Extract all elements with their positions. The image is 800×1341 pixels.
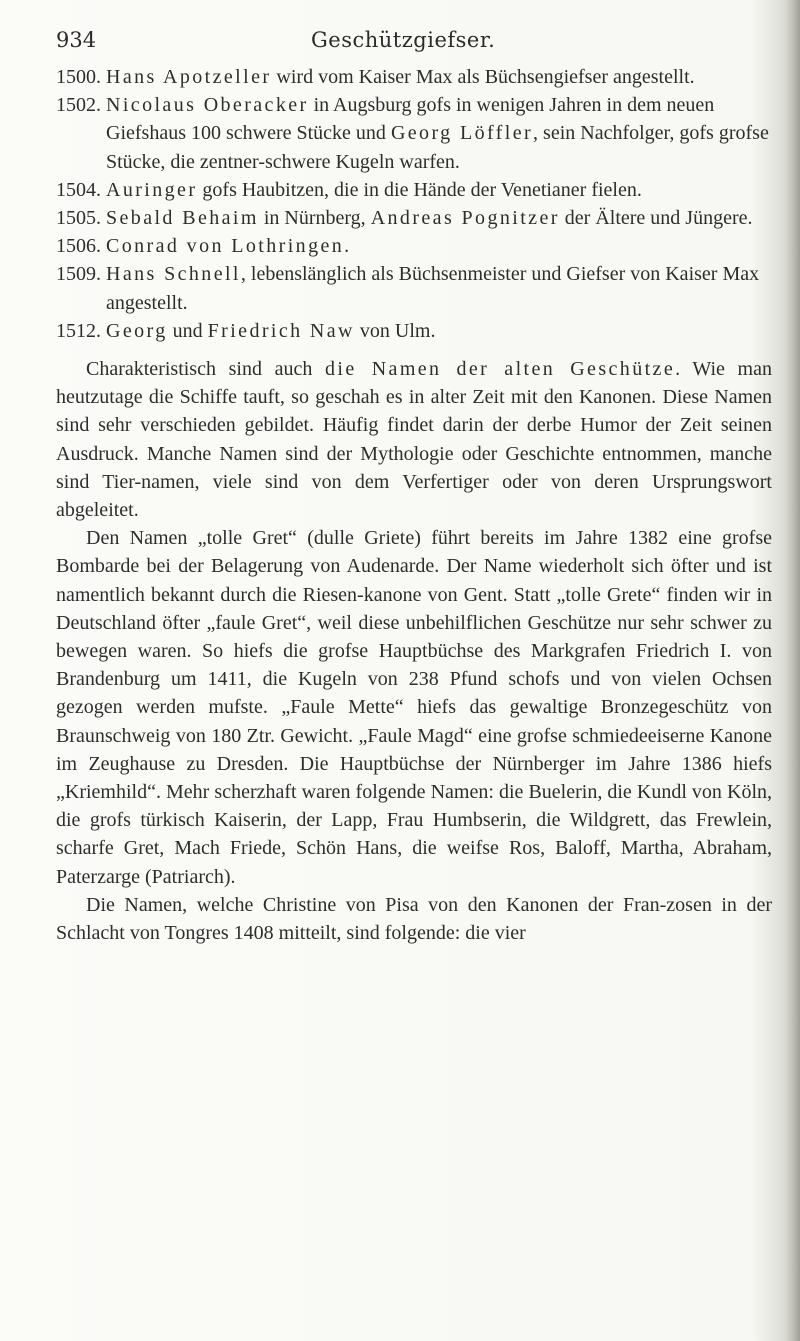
entry-1506 — [56, 232, 772, 260]
entry-1502 — [56, 91, 772, 176]
spaced-emphasis: die Namen der alten Geschütze — [325, 358, 676, 381]
entry-text-second: der Ältere und Jüngere. — [559, 207, 753, 230]
entry-name: Conrad von Lothringen — [106, 235, 345, 258]
paragraph-rest: . Wie man heutzutage die Schiffe tauft, so geschah es in alter Zeit mit den Kanonen. Diese Namen sind sehr verschieden gebildet. Häufig findet darin der derbe Humor der Zeit seinen Ausdruck. Manche Namen sind der Mythologie oder Geschichte entnommen, manche sind Tier-namen, viele sind von dem Verfertiger oder von deren Ursprungswort abgeleitet. — [56, 358, 772, 522]
entry-text: in Augsburg gofs in wenigen Jahren in dem neuen Giefshaus 100 schwere Stücke und — [106, 94, 715, 145]
entry-1505 — [56, 204, 772, 232]
paragraph-gun-names-intro — [56, 355, 772, 524]
entry-name-second: Georg Löffler — [390, 122, 534, 145]
entry-year: 1504. — [56, 178, 101, 201]
entry-text-second: , sein Nachfolger, gofs grofse Stücke, die zentner-schwere Kugeln warfen. — [106, 122, 769, 173]
page-body — [56, 63, 772, 947]
section-gap — [56, 345, 772, 355]
entry-year: 1500. — [56, 66, 101, 88]
entry-1500 — [56, 63, 772, 91]
page-header — [56, 28, 766, 64]
entry-1509 — [56, 260, 772, 316]
entry-year: 1505. — [56, 207, 101, 230]
entry-text: gofs Haubitzen, die in die Hände der Venetianer fielen. — [197, 178, 642, 201]
paragraph-christine-von-pisa: Die Namen, welche Christine von Pisa von den Kanonen der Fran-zosen in der Schlacht von Tongres 1408 mitteilt, sind folgende: die vier — [56, 893, 772, 945]
entry-year: 1512. — [56, 319, 101, 342]
entry-text: . — [344, 235, 350, 258]
entry-text: in Nürnberg, — [258, 207, 371, 230]
entry-year: 1506. — [56, 235, 101, 258]
entry-text: , lebenslänglich als Büchsenmeister und Giefser von Kaiser Max angestellt. — [106, 263, 760, 314]
page-number: 934 — [56, 28, 97, 52]
entry-name: Georg — [106, 319, 168, 342]
entry-year: 1509. — [56, 263, 101, 286]
entry-1512 — [56, 317, 772, 345]
entry-1504 — [56, 176, 772, 204]
entry-name: Auringer — [106, 178, 198, 201]
paragraph-start: Charakteristisch sind auch — [86, 358, 326, 381]
page-edge-shadow — [786, 0, 800, 1341]
entry-text: wird vom Kaiser Max als Büchsengiefser angestellt. — [271, 66, 695, 88]
entry-name: Hans Schnell — [106, 263, 241, 286]
entry-year: 1502. — [56, 94, 101, 117]
entry-name: Hans Apotzeller — [106, 66, 272, 88]
paragraph-gun-names-examples: Den Namen „tolle Gret“ (dulle Griete) führt bereits im Jahre 1382 eine grofse Bombarde bei der Belagerung von Audenarde. Der Name wiederholt sich öfter und ist namentlich bekannt durch die Riesen-kanone von Gent. Statt „tolle Grete“ finden wir in Deutschland öfter „faule Gret“, weil diese unbehilflichen Geschütze nur sehr schwer zu bewegen waren. So hiefs die grofse Hauptbüchse des Markgrafen Friedrich I. von Brandenburg um 1411, die Kugeln von 238 Pfund schofs und von vielen Ochsen gezogen werden mufste. „Faule Mette“ hiefs das gewaltige Bronzegeschütz von Braunschweig von 180 Ztr. Gewicht. „Faule Magd“ eine grofse schmiedeeiserne Kanone im Zeughause zu Dresden. Die Hauptbüchse der Nürnberger im Jahre 1386 hiefs „Kriemhild“. Mehr scherzhaft waren folgende Namen: die Buelerin, die Kundl von Köln, die grofs türkisch Kaiserin, der Lapp, Frau Humbserin, die Wildgrett, das Frewlein, scharfe Gret, Mach Friede, Schön Hans, die weifse Ros, Baloff, Martha, Abraham, Paterzarge (Patriarch). — [56, 527, 772, 888]
entry-name-second: Friedrich Naw — [207, 319, 355, 342]
running-title: Geschützgiefser. — [311, 28, 496, 52]
entry-text-second: von Ulm. — [354, 319, 436, 342]
entry-name: Nicolaus Oberacker — [106, 94, 309, 117]
entry-text: und — [167, 319, 208, 342]
entry-name: Sebald Behaim — [106, 207, 259, 230]
entry-name-second: Andreas Pognitzer — [370, 207, 560, 230]
